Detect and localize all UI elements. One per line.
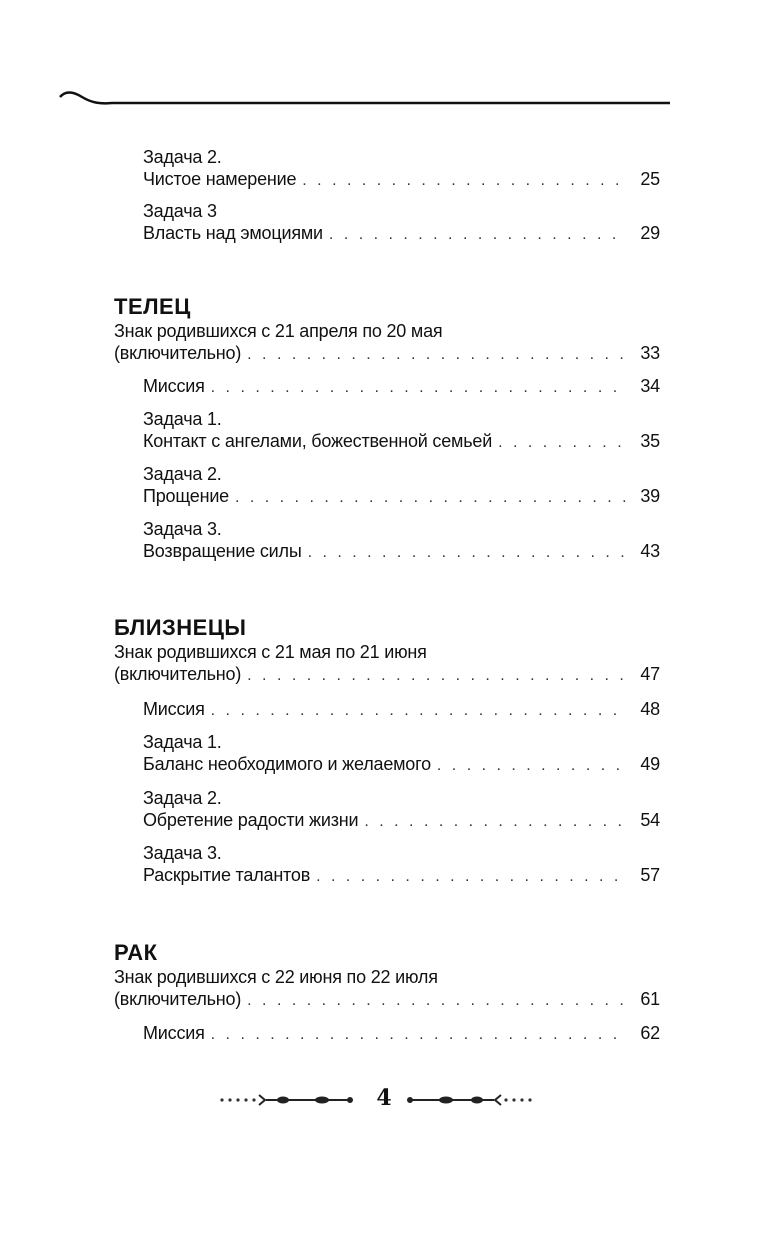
toc-page-number: 57 — [640, 865, 660, 885]
section-intro-dates: Знак родившихся с 21 мая по 21 июня — [114, 642, 427, 662]
dot-leader — [235, 487, 628, 509]
dot-leader — [308, 542, 628, 564]
toc-page-number: 48 — [640, 699, 660, 719]
dot-leader — [247, 665, 628, 687]
toc-entry[interactable] — [143, 463, 660, 509]
toc-entry[interactable] — [143, 408, 660, 454]
toc-entry[interactable] — [143, 375, 660, 399]
toc-entry-title: Возвращение силы — [143, 541, 302, 561]
toc-entry-title: Контакт с ангелами, божественной семьей — [143, 431, 493, 451]
header-swash-rule — [58, 88, 672, 112]
toc-entry[interactable] — [143, 1022, 660, 1046]
toc-entry[interactable] — [143, 787, 660, 833]
toc-page-number: 35 — [640, 431, 660, 451]
dot-leader — [211, 377, 628, 399]
toc-entry[interactable] — [143, 518, 660, 564]
toc-entry-task: Задача 1. — [143, 732, 222, 752]
section-intro-entry[interactable] — [114, 320, 660, 366]
toc-page-number: 47 — [640, 664, 660, 684]
section-heading: РАК — [114, 940, 158, 965]
section-intro-dates: Знак родившихся с 21 апреля по 20 мая — [114, 321, 443, 341]
toc-entry-task: Задача 3. — [143, 843, 222, 863]
dot-leader — [247, 990, 628, 1012]
dot-leader — [211, 1024, 628, 1046]
toc-entry-title: Власть над эмоциями — [143, 223, 323, 243]
dot-leader — [437, 755, 628, 777]
toc-entry-task: Задача 2. — [143, 788, 222, 808]
dot-leader — [498, 432, 628, 454]
toc-entry-task: Задача 3 — [143, 201, 217, 221]
toc-page-number: 39 — [640, 486, 660, 506]
dot-leader — [247, 344, 628, 366]
toc-entry[interactable] — [143, 146, 660, 192]
toc-page-number: 29 — [640, 223, 660, 243]
section-heading: БЛИЗНЕЦЫ — [114, 615, 247, 640]
toc-entry-task: Задача 3. — [143, 519, 222, 539]
section-intro-qualifier: (включительно) — [114, 343, 242, 363]
toc-page-number: 54 — [640, 810, 660, 830]
toc-page-number: 61 — [640, 989, 660, 1009]
toc-entry-title: Обретение радости жизни — [143, 810, 359, 830]
toc-entry-title: Миссия — [143, 699, 205, 719]
section-intro-dates: Знак родившихся с 22 июня по 22 июля — [114, 967, 438, 987]
dot-leader — [302, 170, 628, 192]
page-number: 4 — [376, 1085, 392, 1111]
toc-page-number: 25 — [640, 169, 660, 189]
toc-entry-title: Миссия — [143, 1023, 205, 1043]
toc-entry[interactable] — [143, 731, 660, 777]
dot-leader — [316, 866, 628, 888]
toc-page-number: 34 — [640, 376, 660, 396]
section-intro-entry[interactable] — [114, 641, 660, 687]
section-intro-qualifier: (включительно) — [114, 664, 242, 684]
toc-entry-task: Задача 1. — [143, 409, 222, 429]
section-heading: ТЕЛЕЦ — [114, 294, 191, 319]
toc-entry-title: Миссия — [143, 376, 205, 396]
section-intro-qualifier: (включительно) — [114, 989, 242, 1009]
toc-entry[interactable] — [143, 200, 660, 246]
toc-entry[interactable] — [143, 698, 660, 722]
section-intro-entry[interactable] — [114, 966, 660, 1012]
dot-leader — [211, 700, 628, 722]
toc-entry-task: Задача 2. — [143, 464, 222, 484]
toc-entry-title: Прощение — [143, 486, 229, 506]
toc-entry-title: Чистое намерение — [143, 169, 297, 189]
toc-page-number: 49 — [640, 754, 660, 774]
toc-page-number: 43 — [640, 541, 660, 561]
toc-entry-title: Баланс необходимого и желаемого — [143, 754, 431, 774]
toc-page-number: 62 — [640, 1023, 660, 1043]
dot-leader — [364, 811, 628, 833]
dot-leader — [329, 224, 628, 246]
toc-page-number: 33 — [640, 343, 660, 363]
toc-entry-title: Раскрытие талантов — [143, 865, 311, 885]
toc-entry[interactable] — [143, 842, 660, 888]
toc-entry-task: Задача 2. — [143, 147, 222, 167]
